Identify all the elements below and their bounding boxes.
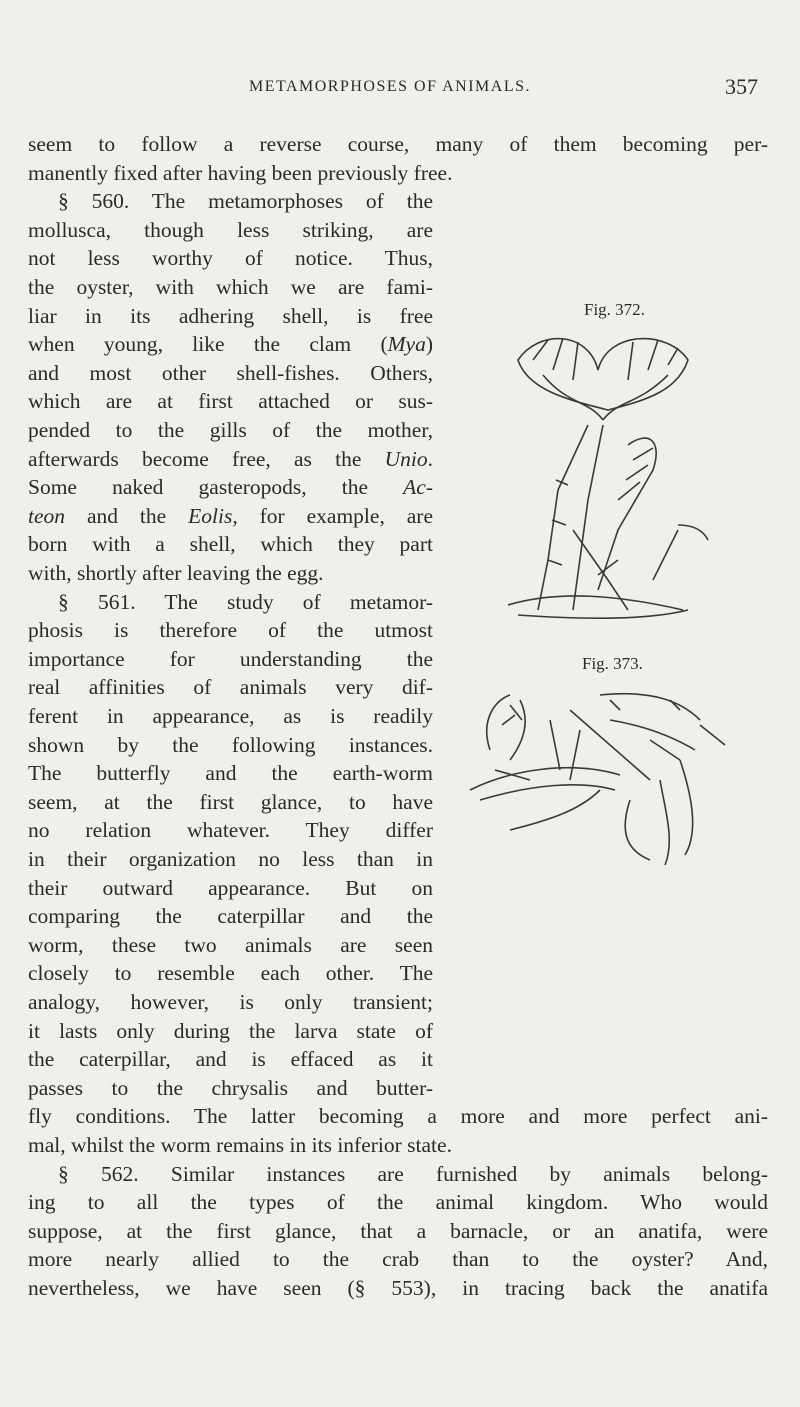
text-span: closely to resemble each other. The	[28, 961, 433, 986]
text-line	[28, 845, 433, 873]
text-span: with, shortly after leaving the egg.	[28, 561, 324, 585]
text-span: .	[427, 446, 433, 471]
text-line	[28, 302, 433, 330]
text-line	[28, 244, 433, 272]
text-line: § 562. Similar instances are furnished by animals belong-	[58, 1161, 768, 1186]
text-span: comparing the caterpillar and the	[28, 904, 433, 929]
text-span: pended to the gills of the mother,	[28, 418, 433, 442]
text-line	[28, 731, 433, 759]
text-span: no relation whatever. They differ	[28, 818, 433, 843]
text-span: )	[425, 332, 433, 357]
italic-term: teon	[28, 503, 66, 528]
text-span: afterwards become free, as the	[28, 446, 385, 471]
text-line: seem to follow a reverse course, many of them becoming per-	[28, 132, 768, 156]
running-head: METAMORPHOSES OF ANIMALS.	[248, 78, 532, 95]
text-span: real affinities of animals very dif-	[28, 675, 433, 700]
text-line	[28, 874, 433, 902]
text-line	[28, 816, 433, 844]
italic-term: Ac-	[403, 475, 433, 500]
text-span: and the	[65, 503, 189, 528]
text-span: passes to the chrysalis and butter-	[28, 1075, 433, 1100]
text-line	[28, 387, 433, 415]
text-line: nevertheless, we have seen (§ 553), in tracing back the anatifa	[28, 1276, 768, 1300]
figure-372-illustration	[478, 330, 718, 630]
text-line: fly conditions. The latter becoming a more and more perfect ani-	[28, 1104, 768, 1129]
italic-term: Eolis	[188, 503, 233, 528]
text-span: analogy, however, is only transient;	[28, 990, 433, 1014]
text-line	[28, 1017, 433, 1045]
text-span: which are at first attached or sus-	[28, 389, 433, 414]
text-line	[28, 931, 433, 959]
text-line	[28, 702, 433, 730]
text-line	[28, 530, 433, 558]
text-span: § 560. The metamorphoses of the	[58, 189, 433, 214]
text-span: importance for understanding the	[28, 646, 433, 671]
text-line	[28, 359, 433, 387]
text-span: Some naked gasteropods, the	[28, 475, 404, 500]
text-span: it lasts only during the larva state of	[28, 1018, 433, 1043]
text-line: ing to all the types of the animal kingdom. Who would	[28, 1190, 768, 1215]
text-line	[28, 902, 433, 930]
text-span: ferent in appearance, as is readily	[28, 704, 433, 728]
text-line	[28, 673, 433, 701]
text-span: born with a shell, which they part	[28, 532, 433, 557]
text-span: the oyster, with which we are fami-	[28, 275, 433, 299]
text-line	[28, 273, 433, 301]
text-line	[28, 959, 433, 987]
text-line	[28, 416, 433, 444]
text-span: worm, these two animals are seen	[28, 932, 433, 957]
text-line	[28, 616, 433, 644]
text-span: in their organization no less than in	[28, 847, 433, 871]
text-line	[28, 759, 433, 787]
figure-373-illustration	[450, 680, 730, 870]
text-line	[28, 1045, 433, 1073]
italic-term: Unio	[384, 446, 428, 471]
italic-term: Mya	[387, 332, 426, 357]
text-span: not less worthy of notice. Thus,	[28, 246, 433, 271]
text-line	[28, 330, 433, 358]
text-line	[28, 473, 433, 501]
text-span: , for example, are	[232, 503, 433, 528]
page-number: 357	[725, 74, 758, 99]
text-line: suppose, at the first glance, that a barnacle, or an anatifa, were	[28, 1218, 768, 1243]
text-span: The butterfly and the earth-worm	[28, 761, 433, 786]
text-span: phosis is therefore of the utmost	[28, 618, 433, 643]
text-line	[28, 559, 433, 587]
text-line	[28, 502, 433, 530]
figure-373-caption: Fig. 373.	[582, 654, 643, 673]
text-line	[28, 988, 433, 1016]
text-span: shown by the following instances.	[28, 732, 433, 757]
text-line	[28, 1074, 433, 1102]
text-span: when young, like the clam (	[28, 332, 388, 357]
text-line	[28, 216, 433, 244]
text-span: the caterpillar, and is effaced as it	[28, 1047, 433, 1072]
text-line	[58, 187, 433, 215]
text-line: more nearly allied to the crab than to the oyster? And,	[28, 1247, 768, 1272]
text-span: mollusca, though less striking, are	[28, 217, 433, 242]
text-span: liar in its adhering shell, is free	[28, 303, 433, 328]
text-line: manently fixed after having been previously free.	[28, 160, 453, 185]
figure-372-caption: Fig. 372.	[584, 300, 645, 319]
text-line	[28, 788, 433, 816]
text-line	[58, 588, 433, 616]
text-line	[28, 445, 433, 473]
text-span: and most other shell-fishes. Others,	[28, 360, 433, 385]
text-span: § 561. The study of metamor-	[58, 589, 433, 614]
text-line	[28, 645, 433, 673]
text-span: seem, at the first glance, to have	[28, 789, 433, 814]
text-line: mal, whilst the worm remains in its inferior state.	[28, 1133, 452, 1157]
text-span: their outward appearance. But on	[28, 875, 433, 900]
